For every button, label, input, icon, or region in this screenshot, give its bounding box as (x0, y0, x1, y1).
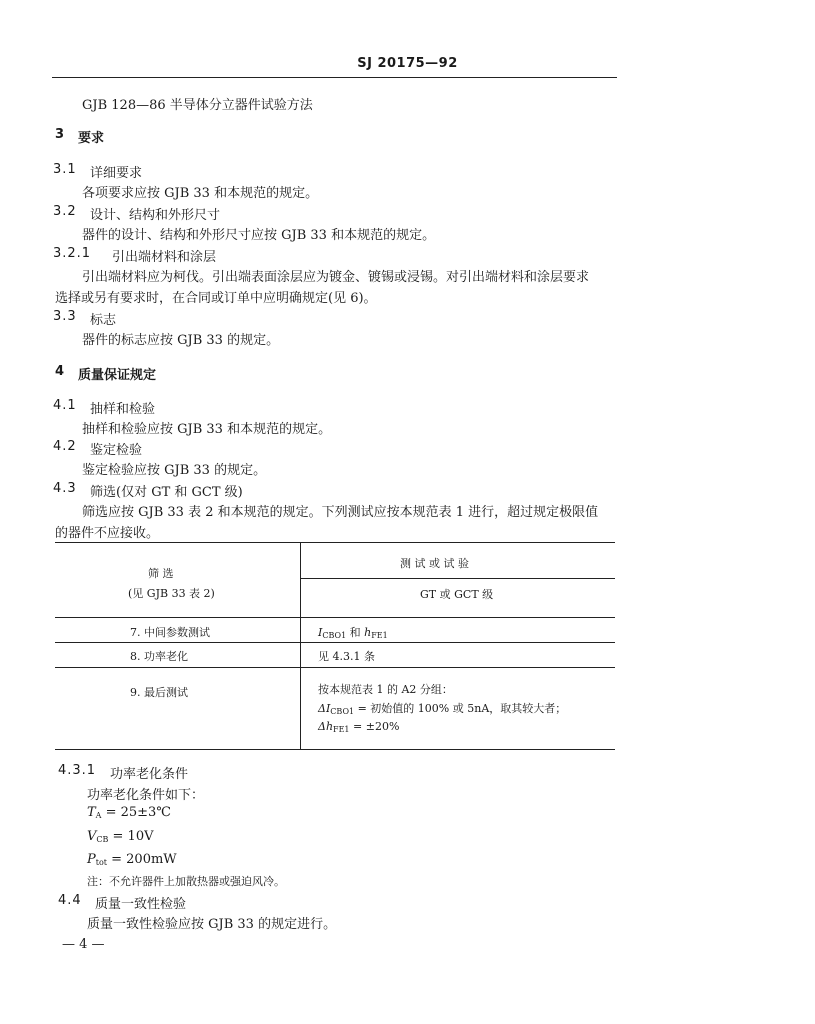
section-3-2-1-body-line2: 选择或另有要求时，在合同或订单中应明确规定(见 6)。 (55, 291, 377, 306)
section-4-3-body-line2: 的器件不应接收。 (55, 526, 160, 541)
section-4-3-title: 筛选(仅对 GT 和 GCT 级) (90, 485, 243, 500)
section-3-1-number: 3.1 (53, 162, 77, 177)
table-top-rule (55, 542, 615, 543)
section-3-3-number: 3.3 (53, 309, 77, 324)
table-header-test: 测 试 或 试 验 (400, 557, 469, 570)
section-3-1-body: 各项要求应按 GJB 33 和本规范的规定。 (82, 186, 319, 201)
table-row-7-test: $I_{CBO1}$ 和 $h_{FE1}$ (318, 626, 388, 640)
section-3-number: 3 (55, 127, 65, 142)
section-4-4-title: 质量一致性检验 (95, 897, 187, 912)
section-4-3-1-intro: 功率老化条件如下： (87, 788, 205, 803)
section-4-2-body: 鉴定检验应按 GJB 33 的规定。 (82, 463, 267, 478)
section-4-4-body: 质量一致性检验应按 GJB 33 的规定进行。 (87, 917, 337, 932)
section-4-1-title: 抽样和检验 (90, 402, 156, 417)
table-header-bottom-rule (55, 617, 615, 618)
section-4-3-number: 4.3 (53, 481, 77, 496)
section-3-2-1-number: 3.2.1 (53, 246, 92, 261)
section-4-number: 4 (55, 364, 65, 379)
section-4-3-1-note: 注：不允许器件上加散热器或强迫风冷。 (87, 875, 285, 888)
section-3-2-title: 设计、结构和外形尺寸 (90, 208, 221, 223)
table-row-9-test-line1: 按本规范表 1 的 A2 分组： (318, 683, 453, 696)
standard-code-header: SJ 20175—92 (357, 56, 458, 71)
condition-voltage: $V_{CB} = 10V$ (87, 829, 154, 844)
condition-power: $P_{tot} = 200mW$ (87, 852, 177, 867)
table-column-divider (300, 542, 301, 749)
page-number: — 4 — (62, 937, 105, 952)
table-header-mid-rule (300, 578, 615, 579)
table-row-8-test: 见 4.3.1 条 (318, 650, 375, 663)
table-row-9-screen: 9. 最后测试 (130, 686, 188, 699)
section-3-2-body: 器件的设计、结构和外形尺寸应按 GJB 33 和本规范的规定。 (82, 228, 436, 243)
section-4-title: 质量保证规定 (78, 368, 157, 383)
table-header-grade: GT 或 GCT 级 (420, 588, 494, 601)
table-row-rule-2 (55, 667, 615, 668)
section-4-3-1-number: 4.3.1 (58, 763, 97, 778)
table-row-rule-1 (55, 642, 615, 643)
section-4-1-number: 4.1 (53, 398, 77, 413)
table-row-7-screen: 7. 中间参数测试 (130, 626, 210, 639)
section-4-2-title: 鉴定检验 (90, 443, 143, 458)
section-4-4-number: 4.4 (58, 893, 82, 908)
table-row-8-screen: 8. 功率老化 (130, 650, 188, 663)
section-3-1-title: 详细要求 (90, 166, 143, 181)
condition-temperature: $T_A$ = 25±3℃ (87, 805, 171, 820)
section-3-2-number: 3.2 (53, 204, 77, 219)
table-row-9-test-line2: $\Delta I_{CBO1}$ = 初始值的 100% 或 5nA，取其较大者； (318, 702, 567, 716)
table-row-9-test-line3: $\Delta h_{FE1} = \pm 20\%$ (318, 720, 400, 734)
table-bottom-rule (55, 749, 615, 750)
section-3-2-1-body-line1: 引出端材料应为柯伐。引出端表面涂层应为镀金、镀锡或浸锡。对引出端材料和涂层要求 (82, 270, 590, 285)
header-rule (52, 77, 617, 78)
section-3-3-body: 器件的标志应按 GJB 33 的规定。 (82, 333, 280, 348)
table-header-screening: 筛 选 (148, 567, 174, 580)
section-3-2-1-title: 引出端材料和涂层 (112, 250, 217, 265)
section-4-3-body-line1: 筛选应按 GJB 33 表 2 和本规范的规定。下列测试应按本规范表 1 进行，超过规定极限值 (82, 505, 599, 520)
section-4-1-body: 抽样和检验应按 GJB 33 和本规范的规定。 (82, 422, 332, 437)
section-3-title: 要求 (78, 131, 105, 146)
section-4-2-number: 4.2 (53, 439, 77, 454)
section-3-3-title: 标志 (90, 313, 117, 328)
reference-line: GJB 128—86 半导体分立器件试验方法 (82, 98, 313, 113)
table-header-screening-ref: (见 GJB 33 表 2) (128, 587, 215, 600)
section-4-3-1-title: 功率老化条件 (110, 767, 189, 782)
